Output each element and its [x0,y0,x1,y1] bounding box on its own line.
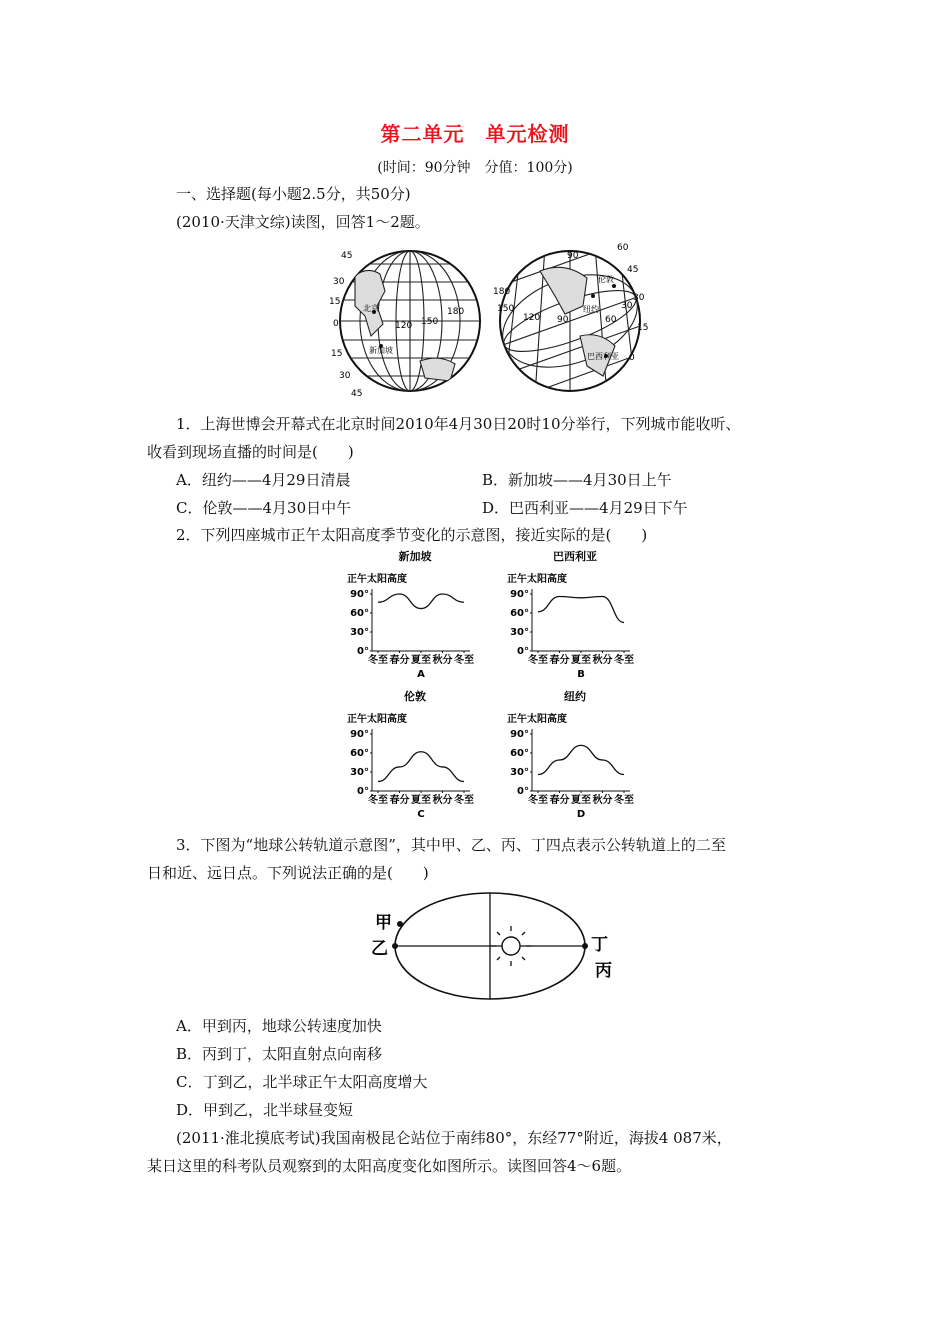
chart-panel-label: A [417,669,425,680]
chart-ytick-label: 90° [510,729,529,740]
lat-label: 30 [633,293,645,303]
lat-label: 15 [331,349,343,359]
chart-xtick-label: 春分 [549,795,570,806]
label-ding: 丁 [591,935,608,955]
chart-ytick-label: 60° [350,608,369,619]
lat-label: 15 [329,297,341,307]
chart-ytick-label: 30° [510,627,529,638]
lon-label: 180 [493,287,511,297]
chart-xtick-label: 冬至 [528,655,548,666]
lon-label: 120 [395,321,413,331]
chart-panel [347,549,474,680]
lat-label: 45 [341,251,353,261]
globes-figure [325,236,655,406]
q3-option-a: A．甲到丙，地球公转速度加快 [176,1017,382,1035]
chart-xtick-label: 冬至 [368,655,388,666]
lat-label: 45 [627,265,639,275]
chart-ytick-label: 30° [350,627,369,638]
chart-ytick-label: 60° [350,748,369,759]
chart-xtick-label: 夏至 [571,795,591,806]
q3-stem-line2: 日和近、远日点。下列说法正确的是( ) [147,864,429,882]
lon-label: 150 [497,304,515,314]
q1-option-a: A．纽约——4月29日清晨 [176,471,351,489]
chart-ylabel: 正午太阳高度 [347,574,407,585]
point-yi [392,943,398,949]
chart-series-line [378,752,464,782]
chart-ytick-label: 60° [510,608,529,619]
chart-xtick-label: 秋分 [592,655,613,666]
q1-option-b: B．新加坡——4月30日上午 [482,471,672,489]
lat-label: 0 [333,319,339,329]
chart-xtick-label: 冬至 [368,795,388,806]
label-yi: 乙 [371,939,388,959]
q4-intro-line1: (2011·淮北摸底考试)我国南极昆仑站位于南纬80°，东经77°附近，海拔4 087米， [176,1129,732,1147]
chart-xtick-label: 夏至 [571,655,591,666]
q3-stem-line1: 3．下图为“地球公转轨道示意图”，其中甲、乙、丙、丁四点表示公转轨道上的二至 [176,836,726,854]
lat-label: 45 [351,389,363,399]
chart-series-line [538,745,624,774]
chart-series-line [538,597,624,623]
q2-stem: 2．下列四座城市正午太阳高度季节变化的示意图，接近实际的是( ) [176,526,648,544]
lon-label: 120 [523,313,541,323]
q4-intro-line2: 某日这里的科考队员观察到的太阳高度变化如图所示。读图回答4～6题。 [147,1157,632,1175]
chart-title: 巴西利亚 [553,550,597,563]
chart-ytick-label: 90° [350,589,369,600]
chart-xtick-label: 春分 [389,655,410,666]
city-label-newyork: 纽约 [583,305,599,314]
exam-info: (时间：90分钟 分值：100分) [377,160,573,176]
chart-ytick-label: 90° [350,729,369,740]
chart-panel-label: D [576,809,586,820]
lon-label: 60 [605,315,617,325]
lon-label: 180 [447,307,465,317]
chart-xtick-label: 冬至 [454,655,474,666]
q1-stem-line1: 1．上海世博会开幕式在北京时间2010年4月30日20时10分举行，下列城市能收听、 [176,415,741,433]
chart-ytick-label: 90° [510,589,529,600]
section-heading: 一、选择题(每小题2.5分，共50分) [176,185,411,203]
lon-label: 90 [557,315,569,325]
chart-ytick-label: 0° [357,646,369,657]
chart-title: 新加坡 [398,550,432,563]
city-label-brasilia: 巴西利亚 [587,352,619,361]
q3-option-c: C．丁到乙，北半球正午太阳高度增大 [176,1073,428,1091]
chart-ytick-label: 30° [510,767,529,778]
q1-stem-line2: 收看到现场直播的时间是( ) [147,443,354,461]
chart-panel [507,689,634,820]
label-jia: 甲 [375,913,392,933]
sun-altitude-charts [330,545,660,825]
chart-title: 纽约 [564,690,586,703]
city-label-beijing: 北京 [363,304,379,313]
question-intro: (2010·天津文综)读图，回答1～2题。 [176,213,430,231]
point-ding [582,943,588,949]
page-title: 第二单元 单元检测 [380,122,570,146]
lat-label: 0 [629,353,635,363]
q3-option-b: B．丙到丁，太阳直射点向南移 [176,1045,383,1063]
chart-xtick-label: 秋分 [432,795,453,806]
q1-option-c: C．伦敦——4月30日中午 [176,499,352,517]
lon-label: 30 [621,301,633,311]
chart-xtick-label: 冬至 [454,795,474,806]
chart-panel-label: C [417,809,425,820]
chart-xtick-label: 夏至 [411,795,431,806]
chart-panel [507,549,634,680]
chart-xtick-label: 秋分 [432,655,453,666]
q1-option-d: D．巴西利亚——4月29日下午 [482,499,688,517]
q3-option-d: D．甲到乙，北半球昼变短 [176,1101,354,1119]
lon-label: 150 [421,317,439,327]
chart-ytick-label: 60° [510,748,529,759]
chart-panel-label: B [577,669,585,680]
orbit-diagram [365,888,625,1008]
chart-ylabel: 正午太阳高度 [507,574,567,585]
right-globe [490,236,650,401]
chart-ylabel: 正午太阳高度 [347,714,407,725]
chart-ytick-label: 0° [517,646,529,657]
chart-ytick-label: 0° [517,786,529,797]
city-label-singapore: 新加坡 [369,346,393,355]
left-globe [329,246,485,399]
chart-ytick-label: 0° [357,786,369,797]
lat-label: 30 [339,371,351,381]
chart-ytick-label: 30° [350,767,369,778]
label-bing: 丙 [595,961,612,981]
point-jia [397,921,403,927]
chart-title: 伦敦 [404,690,426,703]
pole-label: 90 [567,251,579,261]
city-label-london: 伦敦 [598,275,614,284]
chart-series-line [378,594,464,609]
chart-xtick-label: 冬至 [528,795,548,806]
chart-xtick-label: 冬至 [614,655,634,666]
chart-xtick-label: 夏至 [411,655,431,666]
chart-panel [347,689,474,820]
lat-label: 15 [637,323,649,333]
chart-ylabel: 正午太阳高度 [507,714,567,725]
chart-xtick-label: 冬至 [614,795,634,806]
chart-xtick-label: 春分 [389,795,410,806]
lat-label: 60 [617,243,629,253]
chart-xtick-label: 春分 [549,655,570,666]
lat-label: 30 [333,277,345,287]
chart-xtick-label: 秋分 [592,795,613,806]
